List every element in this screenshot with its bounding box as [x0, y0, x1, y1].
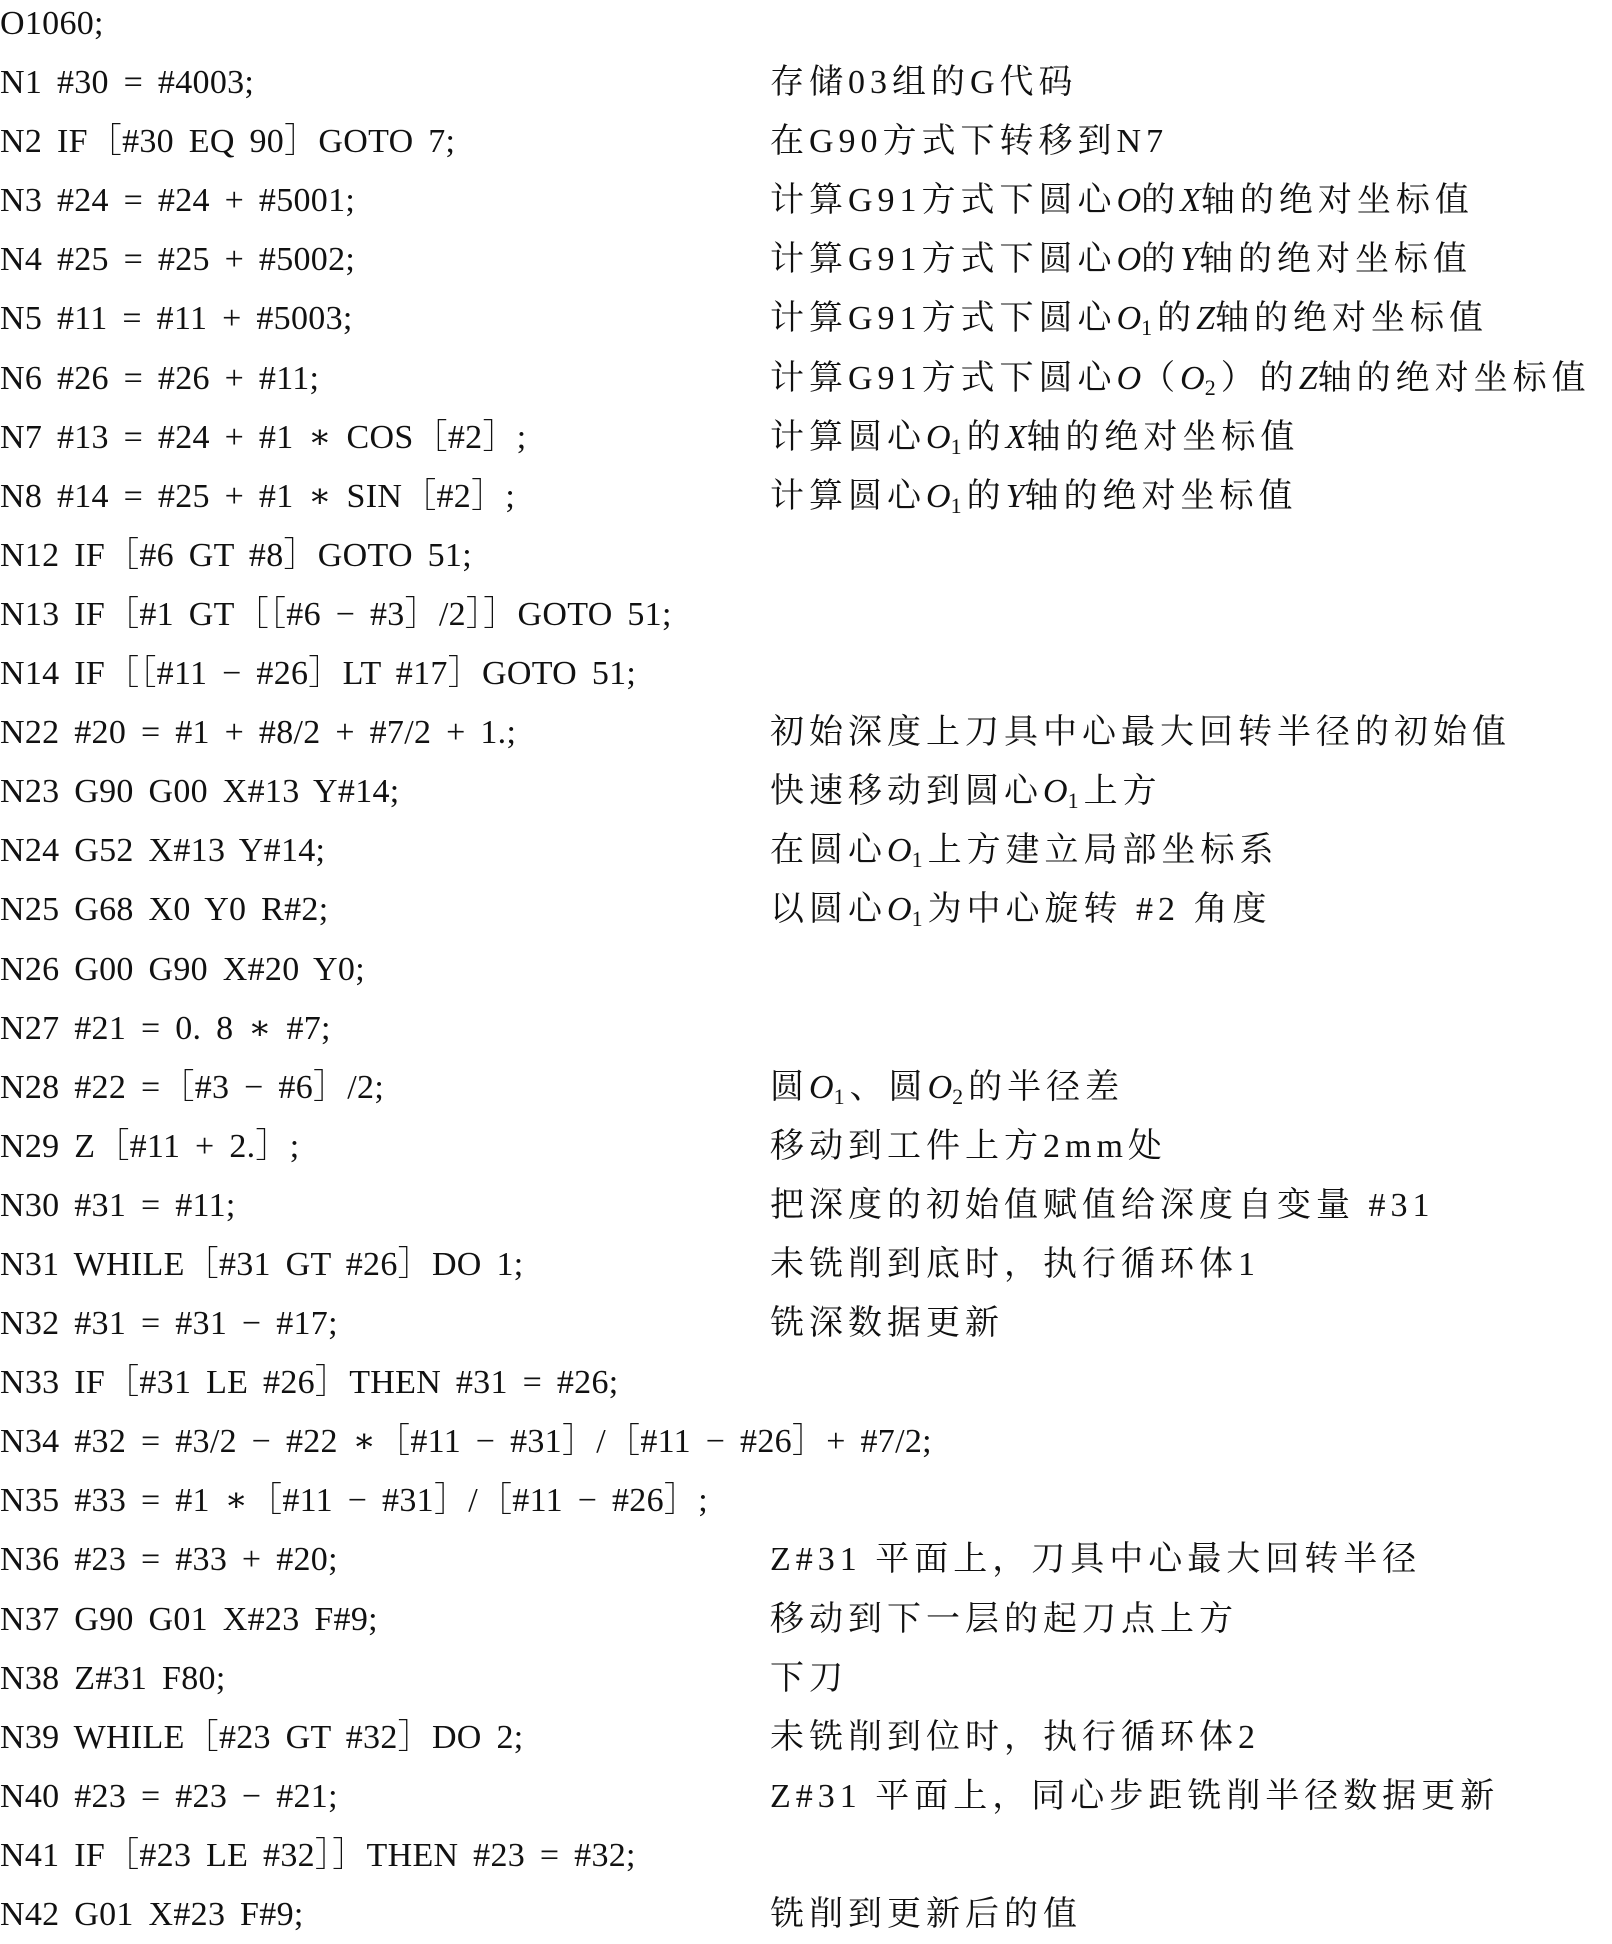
code-text: N2 IF［#30 EQ 90］GOTO 7; [0, 123, 456, 161]
program-line [0, 821, 1612, 880]
code-text: N14 IF［［#11 − #26］LT #17］GOTO 51; [0, 655, 637, 693]
code-text: N12 IF［#6 GT #8］GOTO 51; [0, 536, 472, 574]
code-text: N5 #11 = #11 + #5003; [0, 300, 353, 338]
comment-text: 把深度的初始值赋值给深度自变量 #31 [770, 1186, 1435, 1224]
program-line [0, 940, 1612, 999]
code-text: N13 IF［#1 GT［［#6 − #3］/2］］GOTO 51; [0, 595, 672, 633]
program-line [0, 585, 1612, 644]
comment-text: 铣削到更新后的值 [770, 1896, 1082, 1933]
program-line [0, 526, 1612, 585]
code-text: N8 #14 = #25 + #1 ∗ SIN［#2］; [0, 477, 516, 515]
comment-text: 计算圆心$O_1$的Y轴的绝对坐标值 [770, 477, 1298, 518]
comment-text: 移动到下一层的起刀点上方 [770, 1600, 1238, 1638]
program-line [0, 1117, 1612, 1176]
code-text: N26 G00 G90 X#20 Y0; [0, 950, 365, 988]
code-text: N35 #33 = #1 ∗［#11 − #31］/［#11 − #26］; [0, 1482, 708, 1520]
comment-text: 快速移动到圆心$O_1$上方 [770, 773, 1162, 814]
code-text: N22 #20 = #1 + #8/2 + #7/2 + 1.; [0, 714, 517, 752]
comment-text: 以圆心$O_1$为中心旋转 #2 角度 [770, 891, 1272, 932]
code-text: N31 WHILE［#31 GT #26］DO 1; [0, 1245, 524, 1283]
program-line [0, 1885, 1612, 1944]
program-line [0, 1708, 1612, 1767]
code-text: N39 WHILE［#23 GT #32］DO 2; [0, 1718, 524, 1756]
code-text: N42 G01 X#23 F#9; [0, 1896, 304, 1933]
program-line [0, 1471, 1612, 1530]
comment-text: 圆$O_1$、圆$O_2$的半径差 [770, 1068, 1125, 1109]
comment-text: 初始深度上刀具中心最大回转半径的初始值 [770, 714, 1511, 752]
code-text: N33 IF［#31 LE #26］THEN #31 = #26; [0, 1364, 619, 1402]
code-text: N28 #22 =［#3 − #6］/2; [0, 1068, 385, 1106]
program-line [0, 289, 1612, 348]
program-line [0, 0, 1612, 53]
comment-text: 在圆心$O_1$上方建立局部坐标系 [770, 832, 1279, 873]
program-line [0, 1767, 1612, 1826]
program-line [0, 1294, 1612, 1353]
code-text: N37 G90 G01 X#23 F#9; [0, 1600, 378, 1638]
comment-text: 存储03组的G代码 [770, 64, 1078, 102]
comment-text: 计算G91方式下圆心O的Y轴的绝对坐标值 [770, 241, 1473, 279]
code-text: N29 Z［#11 + 2.］; [0, 1127, 300, 1165]
comment-text: 铣深数据更新 [770, 1305, 1004, 1343]
program-line [0, 171, 1612, 230]
program-line [0, 1530, 1612, 1589]
code-text: N38 Z#31 F80; [0, 1659, 226, 1697]
comment-text: 计算G91方式下圆心$O_1$的Z轴的绝对坐标值 [770, 300, 1489, 341]
comment-text: 计算圆心$O_1$的X轴的绝对坐标值 [770, 418, 1300, 459]
program-line [0, 1412, 1612, 1471]
code-text: N23 G90 G00 X#13 Y#14; [0, 773, 400, 811]
code-text: N40 #23 = #23 − #21; [0, 1777, 338, 1815]
program-line [0, 1058, 1612, 1117]
program-line [0, 644, 1612, 703]
program-line [0, 762, 1612, 821]
program-line [0, 112, 1612, 171]
comment-text: 未铣削到底时，执行循环体1 [770, 1245, 1260, 1283]
program-line [0, 1649, 1612, 1708]
comment-text: Z#31 平面上，同心步距铣削半径数据更新 [770, 1777, 1500, 1815]
code-text: N27 #21 = 0. 8 ∗ #7; [0, 1009, 331, 1047]
comment-text: Z#31 平面上，刀具中心最大回转半径 [770, 1541, 1422, 1579]
code-text: N24 G52 X#13 Y#14; [0, 832, 326, 870]
program-line [0, 467, 1612, 526]
code-text: N34 #32 = #3/2 − #22 ∗［#11 − #31］/［#11 − #26］+ #7/2; [0, 1423, 932, 1461]
program-line [0, 999, 1612, 1058]
code-text: N6 #26 = #26 + #11; [0, 359, 320, 397]
program-line [0, 53, 1612, 112]
comment-text: 计算G91方式下圆心$O(O_2)$的Z轴的绝对坐标值 [770, 359, 1591, 400]
program-line [0, 703, 1612, 762]
code-text: N41 IF［#23 LE #32］］THEN #23 = #32; [0, 1836, 636, 1874]
program-line [0, 1590, 1612, 1649]
code-text: N4 #25 = #25 + #5002; [0, 241, 356, 279]
code-text: N3 #24 = #24 + #5001; [0, 182, 356, 220]
code-text: N25 G68 X0 Y0 R#2; [0, 891, 329, 929]
comment-text: 下刀 [770, 1659, 848, 1697]
code-text: N30 #31 = #11; [0, 1186, 236, 1224]
program-line [0, 230, 1612, 289]
program-line [0, 1353, 1612, 1412]
comment-text: 在G90方式下转移到N7 [770, 123, 1169, 161]
program-line [0, 880, 1612, 939]
code-text: N1 #30 = #4003; [0, 64, 255, 102]
code-text: N36 #23 = #33 + #20; [0, 1541, 338, 1579]
code-text: O1060; [0, 5, 104, 42]
program-line [0, 1235, 1612, 1294]
comment-text: 未铣削到位时，执行循环体2 [770, 1718, 1260, 1756]
program-line [0, 1176, 1612, 1235]
comment-text: 计算G91方式下圆心O的X轴的绝对坐标值 [770, 182, 1474, 220]
code-text: N7 #13 = #24 + #1 ∗ COS［#2］; [0, 418, 527, 456]
code-text: N32 #31 = #31 − #17; [0, 1305, 338, 1343]
comment-text: 移动到工件上方2mm处 [770, 1127, 1167, 1165]
program-line [0, 1826, 1612, 1885]
program-line [0, 349, 1612, 408]
program-line [0, 408, 1612, 467]
